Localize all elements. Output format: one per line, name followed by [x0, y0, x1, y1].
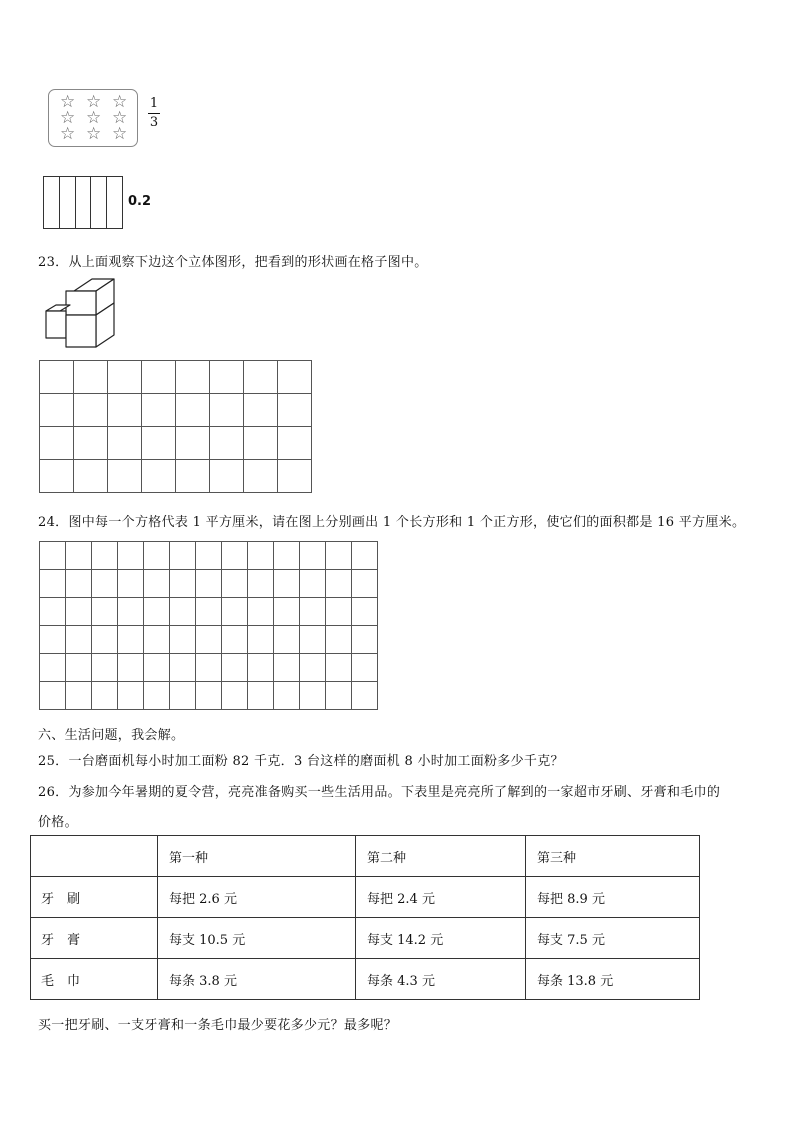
section-heading: 六、生活问题，我会解。 [38, 728, 185, 743]
table-row-label: 牙 刷 [31, 877, 158, 918]
star-icon: ☆ [60, 108, 76, 128]
strip-cell [76, 177, 92, 228]
strip-cell [44, 177, 60, 228]
strip-cell [60, 177, 76, 228]
table-row [31, 959, 700, 1000]
fraction-numerator: 1 [149, 96, 159, 111]
strip-cell [107, 177, 122, 228]
star-icon: ☆ [60, 92, 76, 112]
cube-front-face [66, 315, 96, 347]
star-icon: ☆ [112, 124, 128, 144]
star-icon: ☆ [112, 108, 128, 128]
q25-text: 25．一台磨面机每小时加工面粉 82 千克．3 台这样的磨面机 8 小时加工面粉多少千克？ [38, 754, 564, 769]
star-icon: ☆ [60, 124, 76, 144]
table-header-cell: 第一种 [158, 836, 356, 877]
table-cell: 每支 14.2 元 [356, 918, 526, 959]
star-icon: ☆ [86, 108, 102, 128]
cube-figure [44, 277, 126, 351]
table-header-row [31, 836, 700, 877]
q26-text-line1: 26．为参加今年暑期的夏令营，亮亮准备购买一些生活用品。下表里是亮亮所了解到的一家超市牙刷、牙膏和毛巾的 [38, 785, 721, 800]
table-header-cell: 第二种 [356, 836, 526, 877]
fraction-bar [148, 113, 160, 114]
strip-figure [43, 176, 123, 229]
table-row-label: 毛 巾 [31, 959, 158, 1000]
table-cell: 每条 13.8 元 [526, 959, 700, 1000]
table-cell: 每把 2.6 元 [158, 877, 356, 918]
star-icon: ☆ [112, 92, 128, 112]
table-header-cell: 第三种 [526, 836, 700, 877]
table-row-label: 牙 膏 [31, 918, 158, 959]
q26-text-line2: 价格。 [38, 815, 78, 830]
star-group-box [48, 89, 138, 147]
strip-cell [91, 177, 107, 228]
cube-front-face [46, 311, 66, 338]
fraction-label [148, 97, 160, 130]
table-cell: 每把 8.9 元 [526, 877, 700, 918]
table-cell: 每支 10.5 元 [158, 918, 356, 959]
q23-grid [39, 360, 312, 493]
table-cell: 每支 7.5 元 [526, 918, 700, 959]
price-table [30, 835, 700, 1000]
table-header-cell [31, 836, 158, 877]
table-cell: 每条 4.3 元 [356, 959, 526, 1000]
q24-grid [39, 541, 378, 710]
table-row [31, 918, 700, 959]
star-icon: ☆ [86, 124, 102, 144]
q24-text: 24．图中每一个方格代表 1 平方厘米，请在图上分别画出 1 个长方形和 1 个正方形，使它们的面积都是 16 平方厘米。 [38, 515, 746, 530]
cube-front-face [66, 291, 96, 315]
strip-label: 0.2 [128, 194, 152, 209]
table-cell: 每把 2.4 元 [356, 877, 526, 918]
q23-text: 23．从上面观察下边这个立体图形，把看到的形状画在格子图中。 [38, 255, 428, 270]
star-icon: ☆ [86, 92, 102, 112]
table-row [31, 877, 700, 918]
q26-question: 买一把牙刷、一支牙膏和一条毛巾最少要花多少元？最多呢？ [38, 1018, 398, 1033]
table-cell: 每条 3.8 元 [158, 959, 356, 1000]
fraction-denominator: 3 [149, 115, 159, 130]
